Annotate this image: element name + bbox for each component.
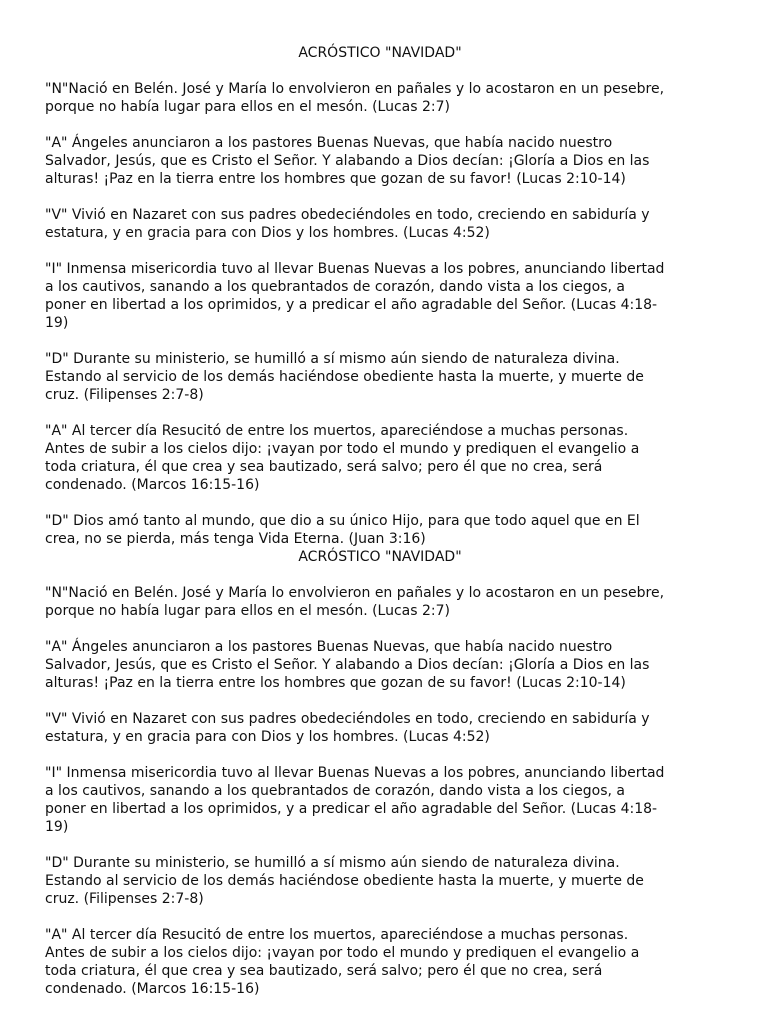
paragraph-a2: "A" Al tercer día Resucitó de entre los muertos, apareciéndose a muchas personas. Antes de subir a los cielos dijo: ¡vayan por todo el mundo y prediquen el evangelio a toda criatura, él que crea y sea bautizado, será salvo; pero él que no crea, será condenado. (Marcos 16:15-16) [45, 927, 640, 997]
document-page [45, 44, 715, 998]
paragraph-n: "N"Nació en Belén. José y María lo envolvieron en pañales y lo acostaron en un pesebre, porque no había lugar para ellos en el mesón. (Lucas 2:7) [45, 585, 665, 619]
paragraph-d: "D" Durante su ministerio, se humilló a sí mismo aún siendo de naturaleza divina. Estando al servicio de los demás haciéndose obediente hasta la muerte, y muerte de cruz. (Filipenses 2:7-8) [45, 351, 644, 403]
paragraph-a: "A" Ángeles anunciaron a los pastores Buenas Nuevas, que había nacido nuestro Salvador, Jesús, que es Cristo el Señor. Y alabando a Dios decían: ¡Gloría a Dios en las alturas! ¡Paz en la tierra entre los hombres que gozan de su favor! (Lucas 2:10-14) [45, 135, 650, 187]
paragraph-d2: "D" Dios amó tanto al mundo, que dio a su único Hijo, para que todo aquel que en El crea, no se pierda, más tenga Vida Eterna. (Juan 3:16) [45, 513, 640, 547]
paragraph-d: "D" Durante su ministerio, se humilló a sí mismo aún siendo de naturaleza divina. Estando al servicio de los demás haciéndose obediente hasta la muerte, y muerte de cruz. (Filipenses 2:7-8) [45, 855, 644, 907]
page-title: ACRÓSTICO "NAVIDAD" [298, 45, 462, 61]
paragraph-v: "V" Vivió en Nazaret con sus padres obedeciéndoles en todo, creciendo en sabiduría y estatura, y en gracia para con Dios y los hombres. (Lucas 4:52) [45, 711, 650, 745]
paragraph-n: "N"Nació en Belén. José y María lo envolvieron en pañales y lo acostaron en un pesebre, porque no había lugar para ellos en el mesón. (Lucas 2:7) [45, 81, 665, 115]
acrostic-section-2 [45, 548, 715, 998]
paragraph-a2: "A" Al tercer día Resucitó de entre los muertos, apareciéndose a muchas personas. Antes de subir a los cielos dijo: ¡vayan por todo el mundo y prediquen el evangelio a toda criatura, él que crea y sea bautizado, será salvo; pero él que no crea, será condenado. (Marcos 16:15-16) [45, 423, 640, 493]
paragraph-i: "I" Inmensa misericordia tuvo al llevar Buenas Nuevas a los pobres, anunciando libertad a los cautivos, sanando a los quebrantados de corazón, dando vista a los ciegos, a poner en libertad a los oprimidos, y a predicar el año agradable del Señor. (Lucas 4:18- 19) [45, 765, 665, 835]
paragraph-v: "V" Vivió en Nazaret con sus padres obedeciéndoles en todo, creciendo en sabiduría y estatura, y en gracia para con Dios y los hombres. (Lucas 4:52) [45, 207, 650, 241]
paragraph-i: "I" Inmensa misericordia tuvo al llevar Buenas Nuevas a los pobres, anunciando libertad a los cautivos, sanando a los quebrantados de corazón, dando vista a los ciegos, a poner en libertad a los oprimidos, y a predicar el año agradable del Señor. (Lucas 4:18- 19) [45, 261, 665, 331]
page-title-repeat: ACRÓSTICO "NAVIDAD" [298, 549, 462, 565]
paragraph-a: "A" Ángeles anunciaron a los pastores Buenas Nuevas, que había nacido nuestro Salvador, Jesús, que es Cristo el Señor. Y alabando a Dios decían: ¡Gloría a Dios en las alturas! ¡Paz en la tierra entre los hombres que gozan de su favor! (Lucas 2:10-14) [45, 639, 650, 691]
acrostic-section-1 [45, 44, 715, 548]
